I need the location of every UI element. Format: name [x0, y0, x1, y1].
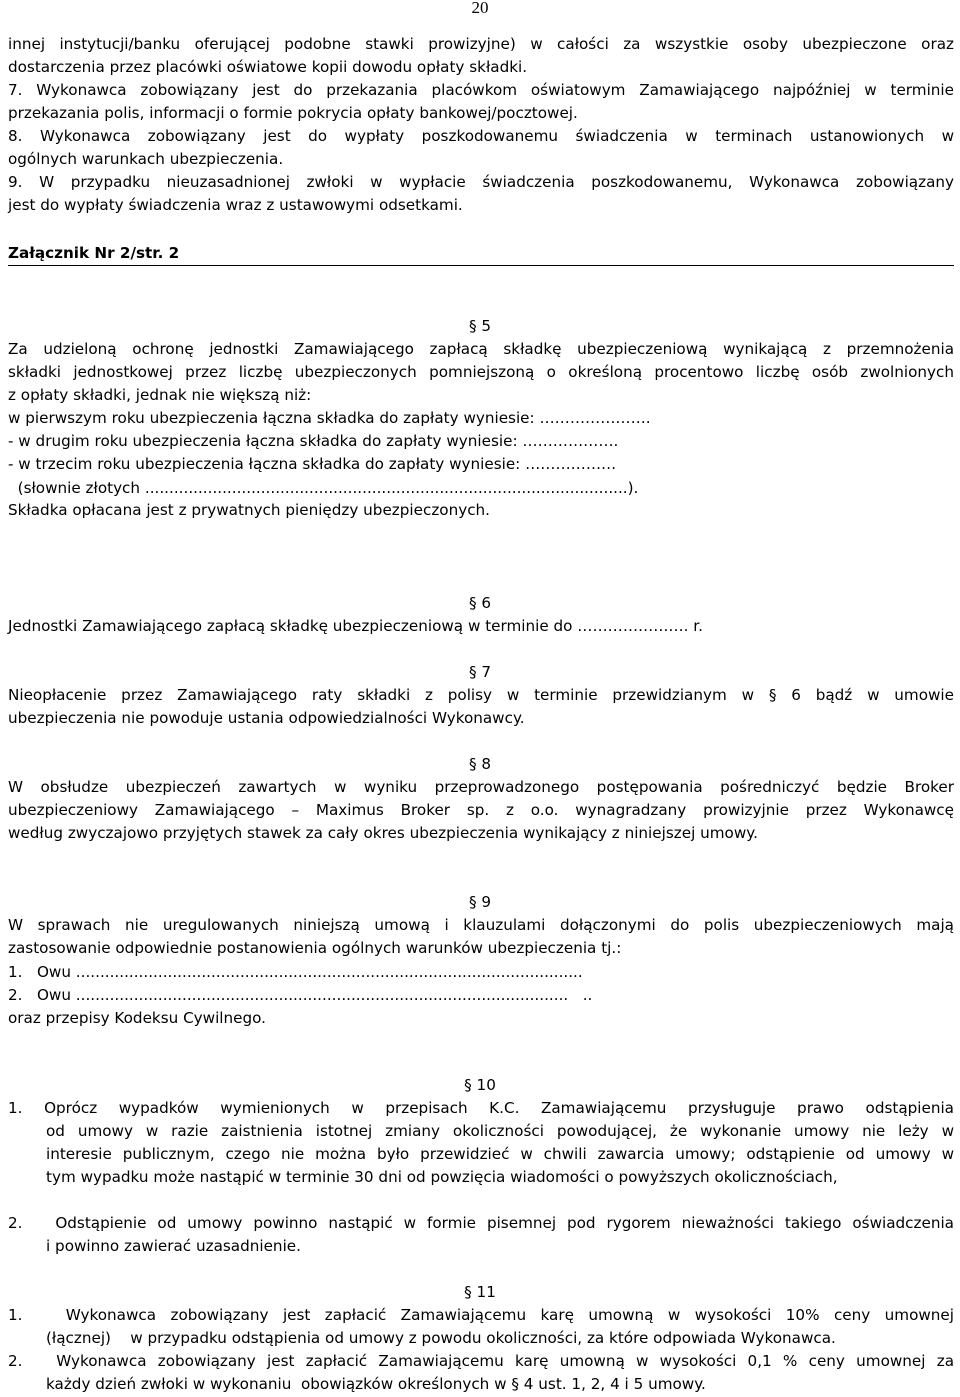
paragraph-9-line: jest do wypłaty świadczenia wraz z ustawowymi odsetkami.	[8, 196, 463, 214]
section-6-number: § 6	[468, 594, 492, 612]
section-11-number: § 11	[464, 1283, 496, 1301]
section-10-number: § 10	[464, 1076, 496, 1094]
section-9-number: § 9	[468, 893, 492, 911]
section-9-line: 1. Owu .........................................................................................................	[8, 963, 583, 981]
section-7-line: ubezpieczenia nie powoduje ustania odpowiedzialności Wykonawcy.	[8, 709, 525, 727]
section-10-line: od umowy w razie zaistnienia istotnej zmiany okoliczności powodującej, że wykonanie umowy nie leży w	[46, 1122, 954, 1140]
section-10-line: 2. Odstąpienie od umowy powinno nastąpić w formie pisemnej pod rygorem nieważności takiego oświadczenia	[8, 1214, 954, 1232]
attachment-header: Załącznik Nr 2/str. 2	[8, 244, 180, 262]
section-9-line: 2. Owu ...................................................................................................... ..	[8, 986, 593, 1004]
section-9-line: W sprawach nie uregulowanych niniejszą umową i klauzulami dołączonymi do polis ubezpieczeniowych mają	[8, 916, 954, 934]
section-8-line: W obsłudze ubezpieczeń zawartych w wyniku przeprowadzonego postępowania pośredniczyć będzie Broker	[8, 778, 954, 796]
section-11-line: każdy dzień zwłoki w wykonaniu obowiązków określonych w § 4 ust. 1, 2, 4 i 5 umowy.	[46, 1375, 706, 1393]
section-8-number: § 8	[468, 755, 492, 773]
section-8-line: ubezpieczeniowy Zamawiającego – Maximus Broker sp. z o.o. wynagradzany prowizyjnie przez Wykonawcę	[8, 801, 954, 819]
section-10-line: interesie publicznym, czego nie można było przewidzieć w chwili zawarcia umowy; odstąpienie od umowy w	[46, 1145, 954, 1163]
section-7-number: § 7	[468, 663, 492, 681]
header-rule	[8, 265, 954, 266]
section-10-line: tym wypadku może nastąpić w terminie 30 dni od powzięcia wiadomości o powyższych okolicznościach,	[46, 1168, 838, 1186]
section-10-line: i powinno zawierać uzasadnienie.	[46, 1237, 301, 1255]
section-10-line: 1. Oprócz wypadków wymienionych w przepisach K.C. Zamawiającemu przysługuje prawo odstąpienia	[8, 1099, 954, 1117]
section-5-line: z opłaty składki, jednak nie większą niż:	[8, 386, 312, 404]
paragraph-8-line: 8. Wykonawca zobowiązany jest do wypłaty poszkodowanemu świadczenia w terminach ustanowionych w	[8, 127, 954, 145]
section-11-line: (łącznej) w przypadku odstąpienia od umowy z powodu okoliczności, za które odpowiada Wykonawca.	[46, 1329, 836, 1347]
paragraph-9-line: 9. W przypadku nieuzasadnionej zwłoki w wypłacie świadczenia poszkodowanemu, Wykonawca zobowiązany	[8, 173, 954, 191]
section-5-line: - w drugim roku ubezpieczenia łączna składka do zapłaty wyniesie: ……………….	[8, 432, 619, 450]
section-5-line: (słownie złotych ....................................................................................................).	[8, 479, 639, 497]
section-5-line: Składka opłacana jest z prywatnych pieniędzy ubezpieczonych.	[8, 501, 491, 519]
section-9-line: oraz przepisy Kodeksu Cywilnego.	[8, 1009, 266, 1027]
section-5-line: składki jednostkowej przez liczbę ubezpieczonych pomniejszoną o określoną procentowo liczbę osób zwolnionych	[8, 363, 954, 381]
section-8-line: według zwyczajowo przyjętych stawek za cały okres ubezpieczenia wynikający z niniejszej umowy.	[8, 824, 758, 842]
text-line: dostarczenia przez placówki oświatowe kopii dowodu opłaty składki.	[8, 58, 528, 76]
paragraph-7-line: 7. Wykonawca zobowiązany jest do przekazania placówkom oświatowym Zamawiającego najpóźniej w terminie	[8, 81, 954, 99]
section-5-line: - w trzecim roku ubezpieczenia łączna składka do zapłaty wyniesie: ………………	[8, 455, 617, 473]
paragraph-7-line: przekazania polis, informacji o formie pokrycia opłaty bankowej/pocztowej.	[8, 104, 578, 122]
section-5-number: § 5	[468, 317, 492, 335]
text-line: innej instytucji/banku oferującej podobne stawki prowizyjne) w całości za wszystkie osoby ubezpieczone oraz	[8, 35, 954, 53]
section-6-line: Jednostki Zamawiającego zapłacą składkę ubezpieczeniową w terminie do …………………. r.	[8, 617, 703, 635]
section-5-line: Za udzieloną ochronę jednostki Zamawiającego zapłacą składkę ubezpieczeniową wynikającą z przemnożenia	[8, 340, 954, 358]
section-9-line: zastosowanie odpowiednie postanowienia ogólnych warunków ubezpieczenia tj.:	[8, 939, 622, 957]
section-5-line: w pierwszym roku ubezpieczenia łączna składka do zapłaty wyniesie: ………………….	[8, 409, 651, 427]
section-11-line: 1. Wykonawca zobowiązany jest zapłacić Zamawiającemu karę umowną w wysokości 10% ceny umownej	[8, 1306, 954, 1324]
section-11-line: 2. Wykonawca zobowiązany jest zapłacić Zamawiającemu karę umowną w wysokości 0,1 % ceny umownej za	[8, 1352, 954, 1370]
page-number: 20	[471, 0, 489, 17]
section-7-line: Nieopłacenie przez Zamawiającego raty składki z polisy w terminie przewidzianym w § 6 bądź w umowie	[8, 686, 954, 704]
paragraph-8-line: ogólnych warunkach ubezpieczenia.	[8, 150, 284, 168]
